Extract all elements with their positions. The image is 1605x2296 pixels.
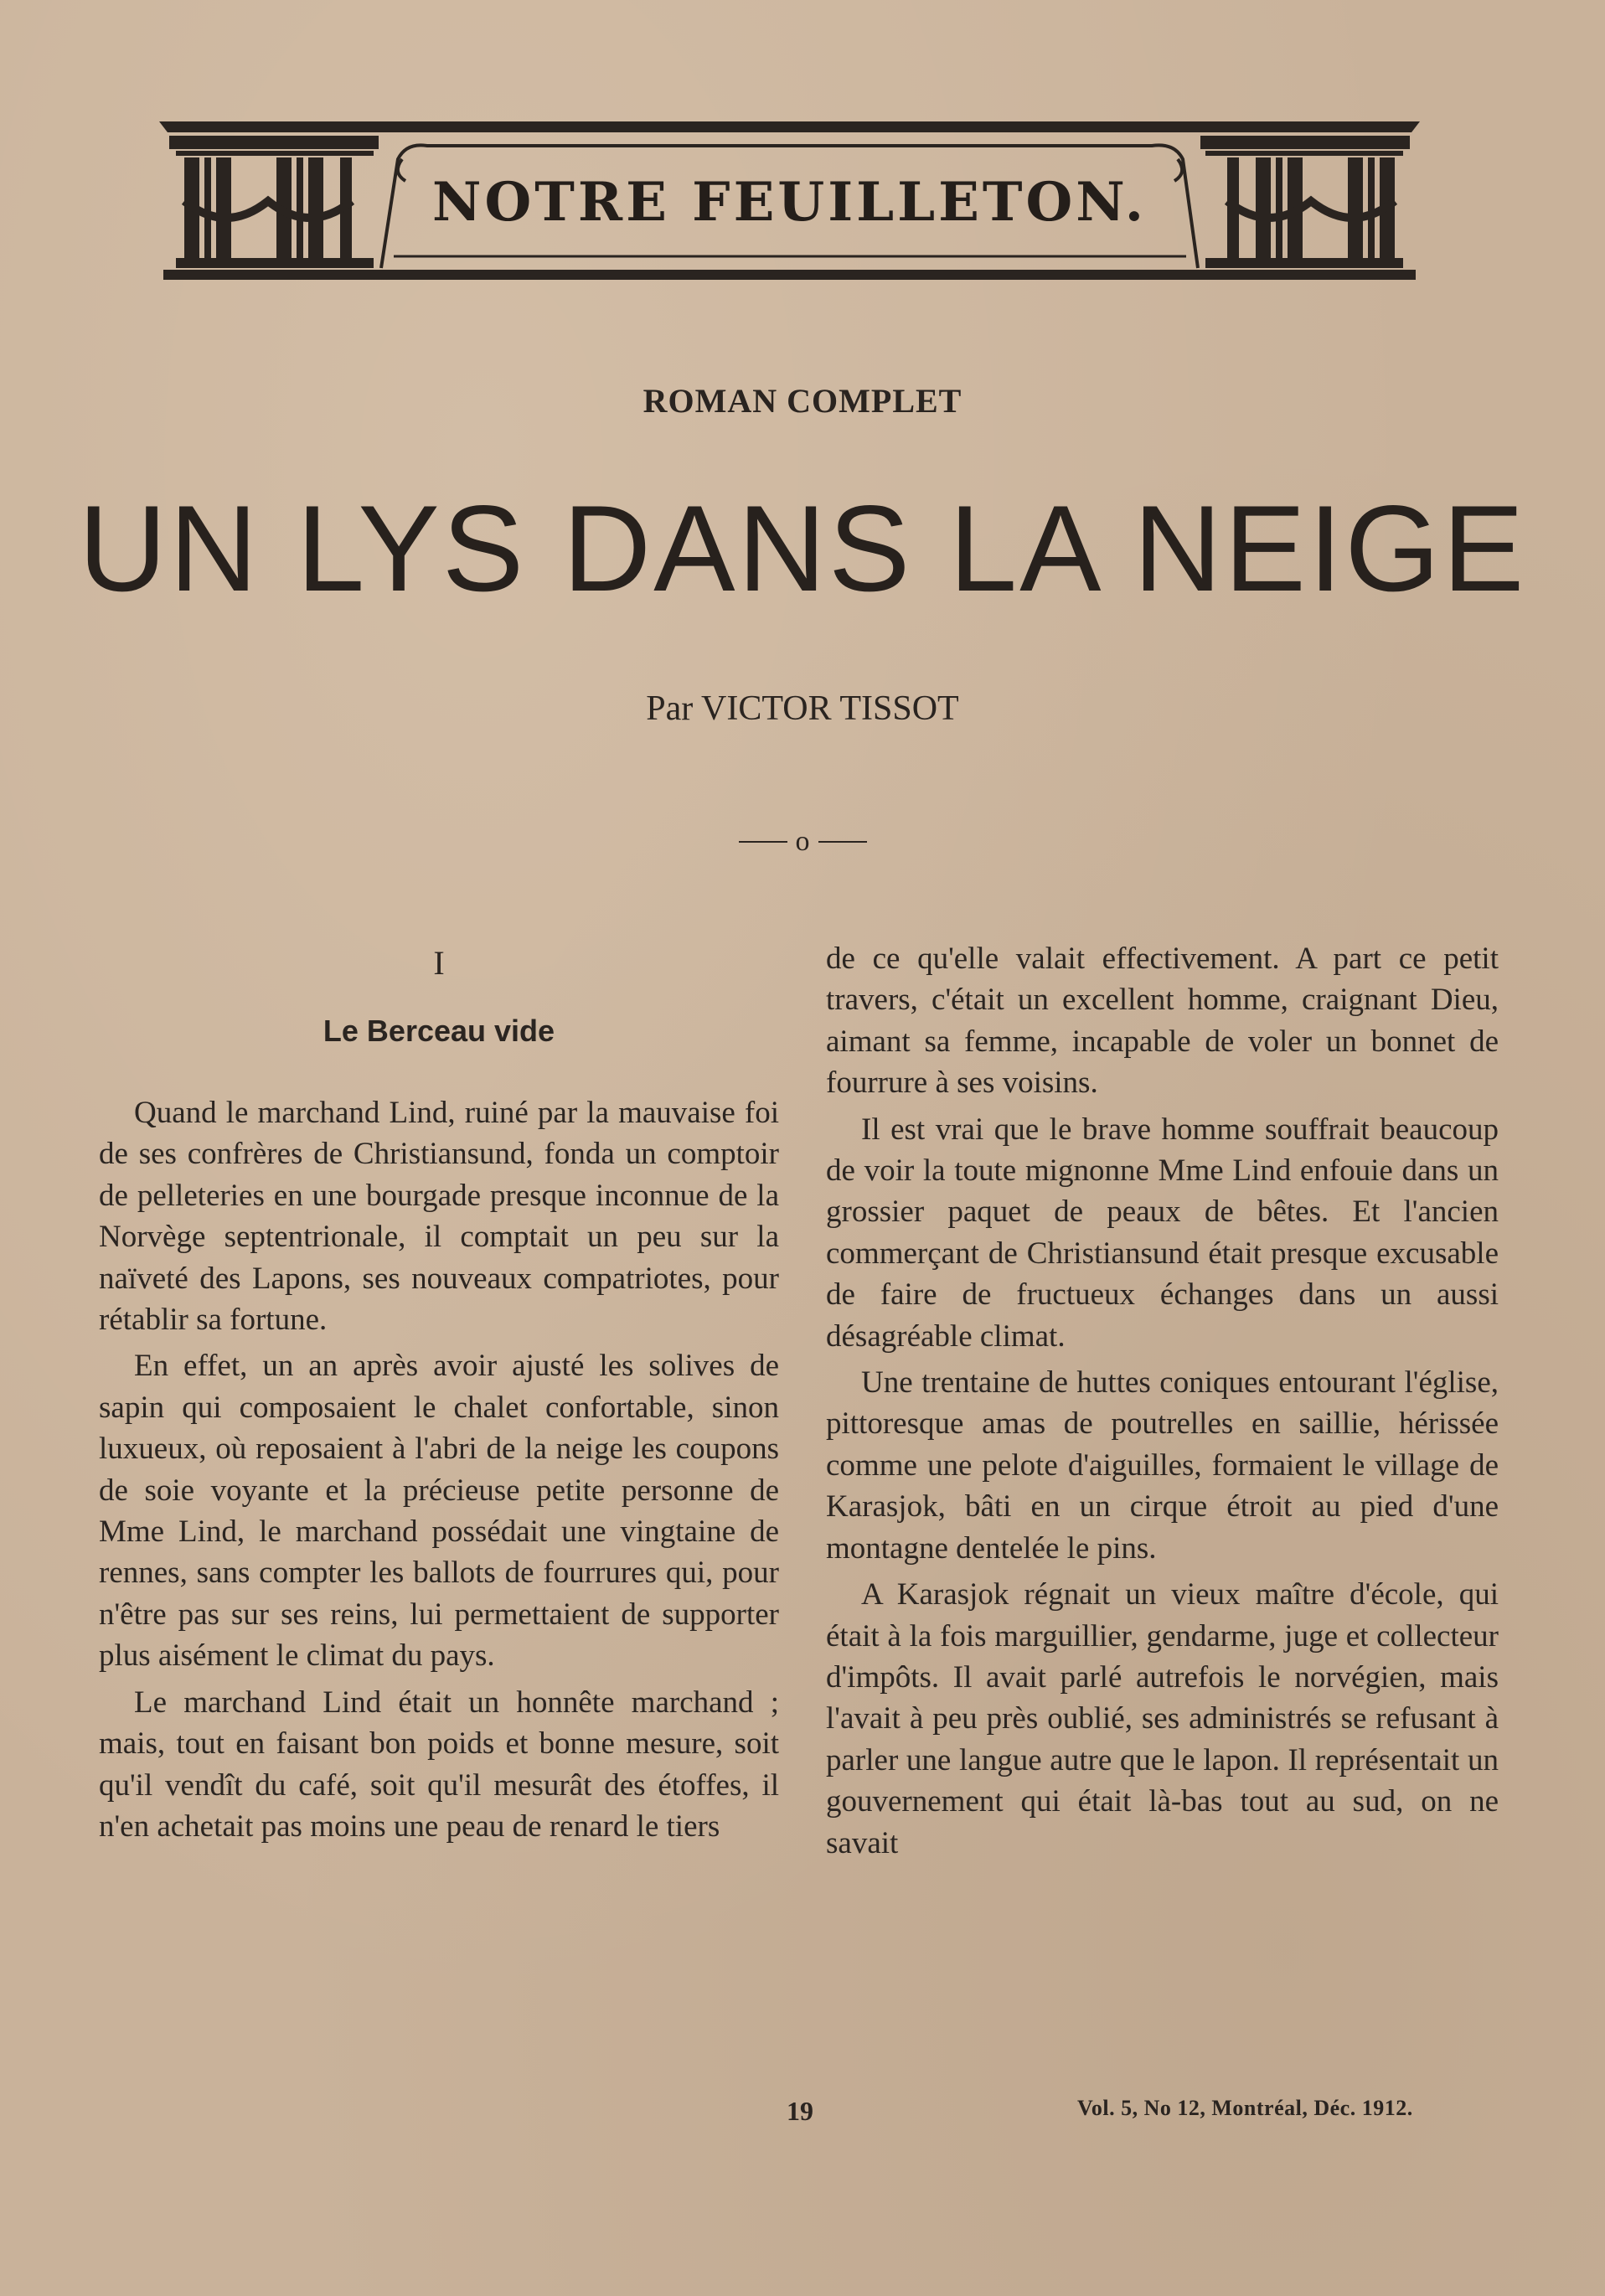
feuilleton-banner [151, 109, 1428, 289]
section-kicker: ROMAN COMPLET [643, 382, 962, 420]
paragraph: de ce qu'elle valait effectivement. A part ce petit travers, c'était un excellent homme, craignant Dieu, aimant sa femme, incapable de voler un bonnet de fourrure à ses voisins. [826, 942, 1499, 1101]
banner-title: NOTRE FEUILLETON. [432, 171, 1147, 234]
left-column [99, 938, 779, 1852]
story-title: UN LYS DANS LA NEIGE [78, 480, 1527, 617]
separator-rule-right [818, 841, 867, 843]
paragraph: A Karasjok régnait un vieux maître d'école, qui était à la fois marguillier, gendarme, juge et collecteur d'impôts. Il avait parlé autrefois le norvégien, mais l'avait à peu près oublié, ses administrés se refusant à parler une langue autre que le lapon. Il représentait un gouvernement qui était là-bas tout au sud, on ne savait [826, 1577, 1499, 1860]
paragraph: Quand le marchand Lind, ruiné par la mauvaise foi de ses confrères de Christiansund, fonda un comptoir de pelleteries en une bourgade presque inconnue de la Norvège septentrionale, il comptait un peu sur la naïveté des Lapons, ses nouveaux compatriotes, pour rétablir sa fortune. [99, 1096, 779, 1338]
right-column [826, 938, 1499, 1869]
separator-rule-left [739, 841, 787, 843]
paragraph: Une trentaine de huttes coniques entourant l'église, pittoresque amas de poutrelles en saillie, hérissée comme une pelote d'aiguilles, formaient le village de Karasjok, bâti en un cirque étroit au pied d'une montagne dentelée le pins. [826, 1365, 1499, 1566]
paragraph: Il est vrai que le brave homme souffrait beaucoup de voir la toute mignonne Mme Lind enfouie dans un grossier paquet de peaux de bêtes. Et l'ancien commerçant de Christiansund était presque excusable de faire de fructueux échanges dans un aussi désagréable climat. [826, 1112, 1499, 1354]
issue-line: Vol. 5, No 12, Montréal, Déc. 1912. [1077, 2096, 1413, 2120]
chapter-title: Le Berceau vide [323, 1014, 555, 1048]
paragraph: Le marchand Lind était un honnête marchand ; mais, tout en faisant bon poids et bonne mesure, soit qu'il vendît du café, soit qu'il mesurât des étoffes, il n'en achetait pas moins une peau de renard le tiers [99, 1685, 779, 1844]
byline: Par VICTOR TISSOT [646, 689, 959, 728]
paragraph: En effet, un an après avoir ajusté les solives de sapin qui composaient le chalet confortable, sinon luxueux, où reposaient à l'abri de la neige les coupons de soie voyante et la précieuse petite personne de Mme Lind, le marchand possédait une vingtaine de rennes, sans compter les ballots de fourrures qui, pour n'être pas sur ses reins, lui permettaient de supporter plus aisément le climat du pays. [99, 1349, 779, 1674]
separator [729, 825, 876, 859]
page-number: 19 [787, 2096, 813, 2126]
separator-mark: o [795, 826, 810, 857]
chapter-number: I [433, 944, 445, 982]
